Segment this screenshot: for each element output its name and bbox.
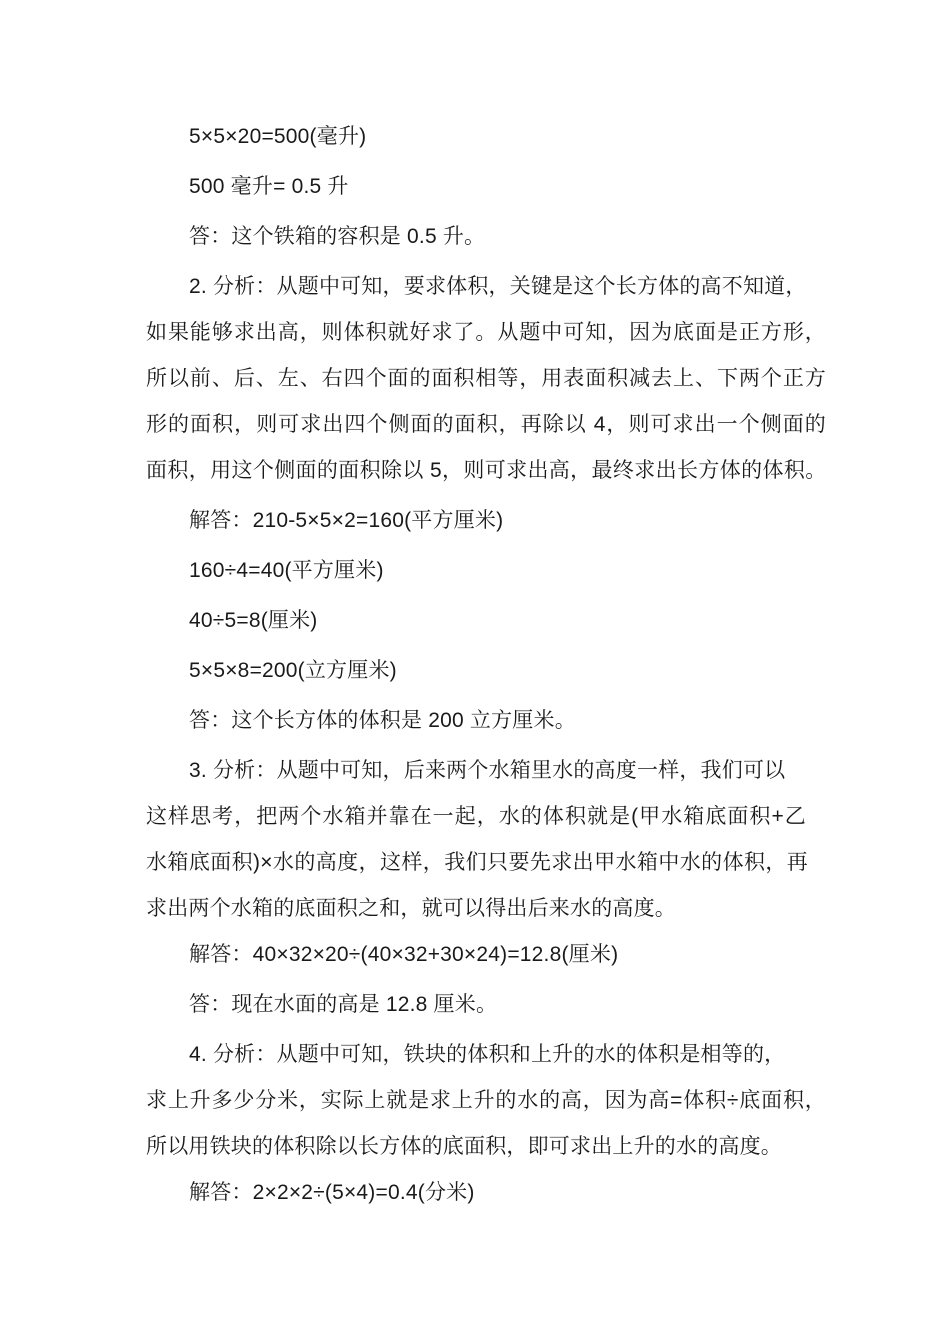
analysis-2-line-3: 所以前、后、左、右四个面的面积相等，用表面积减去上、下两个正方 [146, 367, 826, 390]
analysis-3-line-4: 求出两个水箱的底面积之和，就可以得出后来水的高度。 [146, 897, 676, 920]
analysis-2-line-2: 如果能够求出高，则体积就好求了。从题中可知，因为底面是正方形， [146, 321, 826, 344]
analysis-2-line-1: 2. 分析：从题中可知，要求体积，关键是这个长方体的高不知道， [189, 275, 807, 298]
analysis-2-line-5: 面积，用这个侧面的面积除以 5，则可求出高，最终求出长方体的体积。 [146, 459, 826, 482]
analysis-4-line-2: 求上升多少分米，实际上就是求上升的水的高，因为高=体积÷底面积， [146, 1089, 826, 1112]
analysis-3-line-1: 3. 分析：从题中可知，后来两个水箱里水的高度一样，我们可以 [189, 759, 786, 782]
calc-line-volume: 5×5×20=500(毫升) [189, 125, 367, 148]
solution-2-line-4: 5×5×8=200(立方厘米) [189, 659, 397, 682]
solution-2-line-1: 解答：210-5×5×2=160(平方厘米) [189, 509, 504, 532]
answer-line-2: 答：这个长方体的体积是 200 立方厘米。 [189, 709, 576, 732]
answer-line-1: 答：这个铁箱的容积是 0.5 升。 [189, 225, 486, 248]
analysis-3-line-2: 这样思考，把两个水箱并靠在一起，水的体积就是(甲水箱底面积+乙 [146, 805, 806, 828]
analysis-4-line-3: 所以用铁块的体积除以长方体的底面积，即可求出上升的水的高度。 [146, 1135, 782, 1158]
solution-2-line-3: 40÷5=8(厘米) [189, 609, 318, 632]
analysis-4-line-1: 4. 分析：从题中可知，铁块的体积和上升的水的体积是相等的， [189, 1043, 786, 1066]
analysis-2-line-4: 形的面积，则可求出四个侧面的面积，再除以 4，则可求出一个侧面的 [146, 413, 826, 436]
solution-4-line-1: 解答：2×2×2÷(5×4)=0.4(分米) [189, 1181, 475, 1204]
solution-3-line-1: 解答：40×32×20÷(40×32+30×24)=12.8(厘米) [189, 943, 619, 966]
answer-line-3: 答：现在水面的高是 12.8 厘米。 [189, 993, 498, 1016]
calc-line-conversion: 500 毫升= 0.5 升 [189, 175, 349, 198]
analysis-3-line-3: 水箱底面积)×水的高度，这样，我们只要先求出甲水箱中水的体积，再 [146, 851, 808, 874]
solution-2-line-2: 160÷4=40(平方厘米) [189, 559, 384, 582]
